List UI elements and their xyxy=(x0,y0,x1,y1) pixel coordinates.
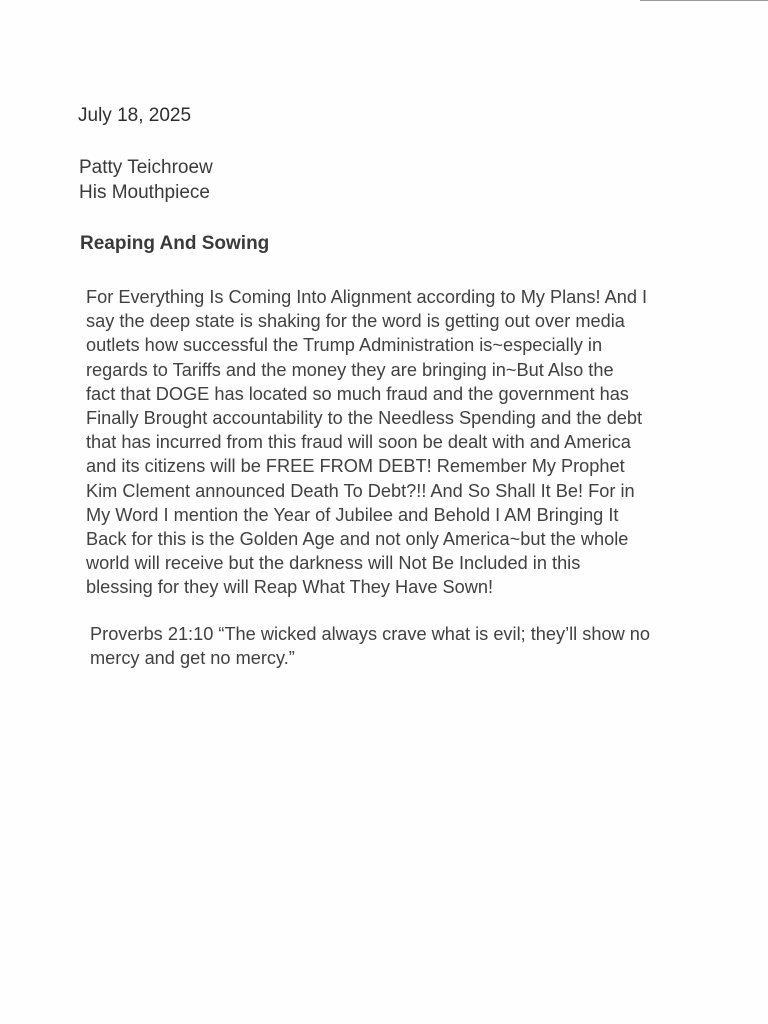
body-line: Back for this is the Golden Age and not only America~but the whole xyxy=(86,529,629,550)
body-line: world will receive but the darkness will Not Be Included in this xyxy=(86,553,581,574)
scripture-verse xyxy=(90,622,762,670)
letter-date: July 18, 2025 xyxy=(78,105,192,126)
verse-line: Proverbs 21:10 “The wicked always crave what is evil; they’ll show no xyxy=(90,624,651,644)
verse-line: mercy and get no mercy.” xyxy=(90,648,295,668)
letter-title: Reaping And Sowing xyxy=(80,233,270,254)
body-line: Kim Clement announced Death To Debt?!! And So Shall It Be! For in xyxy=(86,480,635,501)
body-line: that has incurred from this fraud will soon be dealt with and America xyxy=(86,432,631,453)
body-line: outlets how successful the Trump Administration is~especially in xyxy=(86,335,603,356)
body-line: and its citizens will be FREE FROM DEBT! Remember My Prophet xyxy=(86,456,625,477)
body-line: say the deep state is shaking for the word is getting out over media xyxy=(86,311,625,332)
body-line: blessing for they will Reap What They Have Sown! xyxy=(86,577,494,598)
body-line: regards to Tariffs and the money they are bringing in~But Also the xyxy=(86,359,614,380)
page-edge-line xyxy=(640,0,768,1)
author-block xyxy=(79,155,213,205)
body-line: fact that DOGE has located so much fraud and the government has xyxy=(86,383,629,404)
body-line: My Word I mention the Year of Jubilee and Behold I AM Bringing It xyxy=(86,504,619,525)
author-role: His Mouthpiece xyxy=(79,182,210,203)
body-line: For Everything Is Coming Into Alignment according to My Plans! And I xyxy=(86,287,648,307)
author-name: Patty Teichroew xyxy=(79,157,213,178)
body-line: Finally Brought accountability to the Needless Spending and the debt xyxy=(86,408,643,429)
letter-body xyxy=(86,285,762,600)
